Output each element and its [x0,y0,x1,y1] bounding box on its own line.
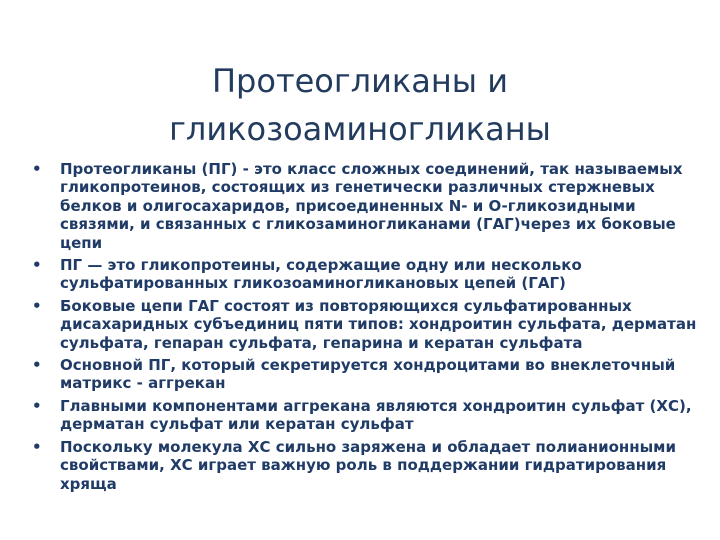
bullet-item [32,356,704,393]
slide-title [60,57,660,153]
bullet-text: ПГ — это гликопротеины, содержащие одну или несколько сульфатированных гликозоаминогликановых цепей (ГАГ) [60,256,582,293]
bullet-item [32,438,704,493]
bullet-dot-icon: • [32,160,42,178]
bullet-text: Поскольку молекула ХС сильно заряжена и обладает полианионными свойствами, ХС играет важную роль в поддержании гидратирования хряща [60,437,676,493]
bullet-text: Протеогликаны (ПГ) - это класс сложных соединений, так называемых гликопротеинов, состоящих из генетически различных стержневых белков и олигосахаридов, присоединенных N- и O-гликозидными связями, и связанных с гликозаминогликанами (ГАГ)через их боковые цепи [60,160,683,252]
bullet-item [32,256,704,293]
bullet-text: Главными компонентами аггрекана являются хондроитин сульфат (ХС), дерматан сульфат или кератан сульфат [60,396,692,434]
bullet-item [32,160,704,252]
bullet-list [32,160,704,497]
bullet-dot-icon: • [32,256,42,275]
slide-title-line-1: Протеогликаны и [211,62,508,101]
bullet-text: Основной ПГ, который секретируется хондроцитами во внеклеточный матрикс - аггрекан [60,356,676,393]
bullet-text: Боковые цепи ГАГ состоят из повторяющихся сульфатированных дисахаридных субъединиц пяти типов: хондроитин сульфата, дерматан сульфата, гепаран сульфата, гепарина и кератан сульфата [60,296,697,352]
bullet-dot-icon: • [32,356,42,375]
bullet-item [32,397,704,434]
bullet-item [32,297,704,352]
bullet-dot-icon: • [32,296,42,315]
bullet-dot-icon: • [32,437,42,456]
slide-title-line-2: гликозоаминогликаны [169,110,551,149]
bullet-dot-icon: • [32,396,42,415]
